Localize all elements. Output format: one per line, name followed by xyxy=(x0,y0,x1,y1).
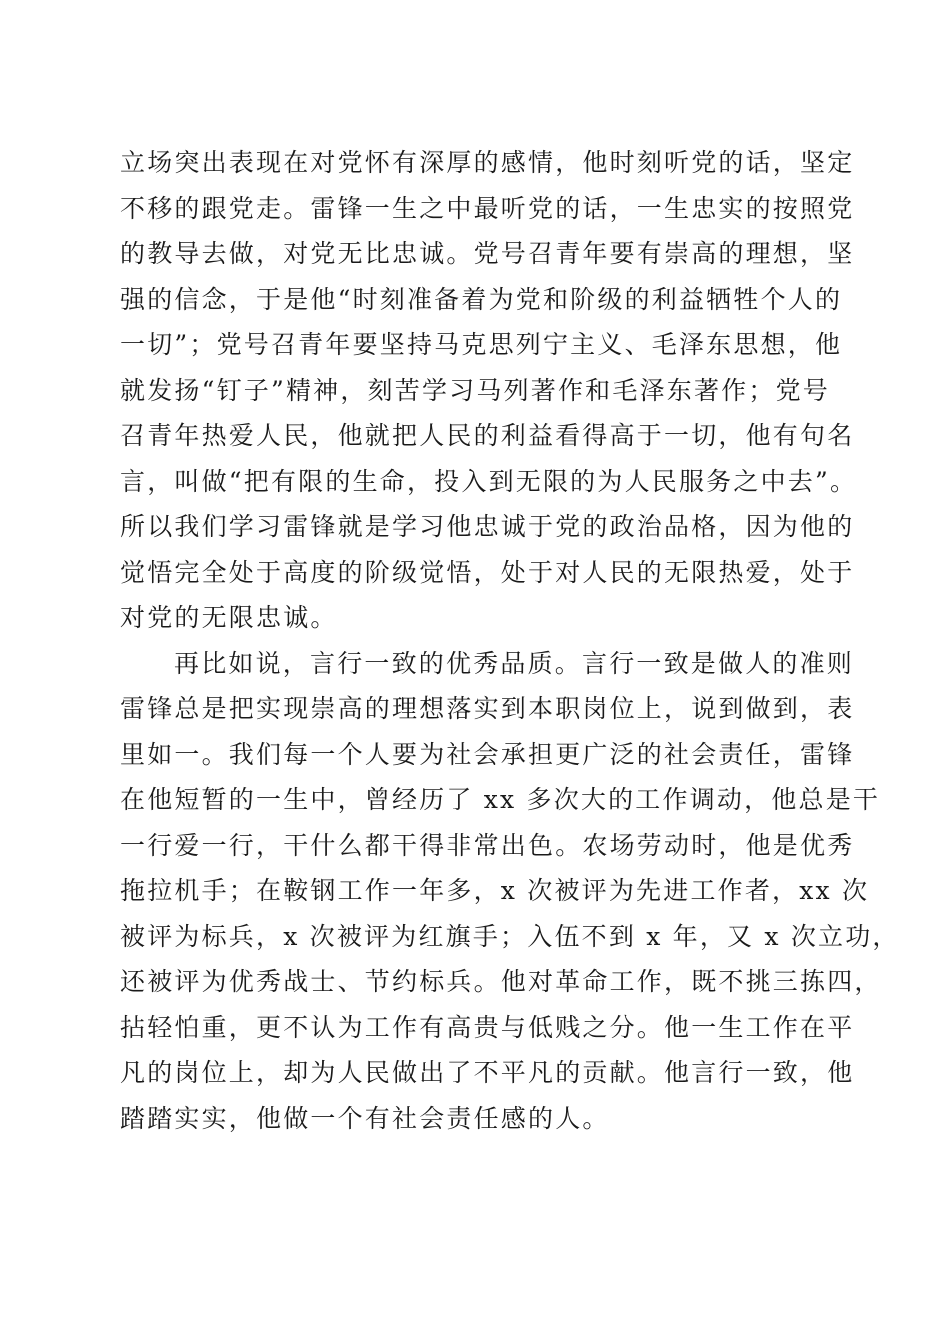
paragraph-line: 拈轻怕重，更不认为工作有高贵与低贱之分。他一生工作在平 xyxy=(120,1012,855,1042)
paragraph-line: 强的信念，于是他“时刻准备着为党和阶级的利益牺牲个人的 xyxy=(120,284,843,314)
paragraph-first-line: 再比如说，言行一致的优秀品质。言行一致是做人的准则 xyxy=(174,648,855,678)
paragraph-line: 凡的岗位上，却为人民做出了不平凡的贡献。他言行一致，他 xyxy=(120,1058,855,1087)
paragraph-line: 还被评为优秀战士、节约标兵。他对革命工作，既不挑三拣四， xyxy=(120,967,882,996)
paragraph-line: 觉悟完全处于高度的阶级觉悟，处于对人民的无限热爱，处于 xyxy=(120,557,855,587)
paragraph-line: 里如一。我们每一个人要为社会承担更广泛的社会责任，雷锋 xyxy=(120,739,855,769)
paragraph-line: 所以我们学习雷锋就是学习他忠诚于党的政治品格，因为他的 xyxy=(120,512,855,541)
paragraph-line: 对党的无限忠诚。 xyxy=(120,603,338,632)
paragraph-line: 立场突出表现在对党怀有深厚的感情，他时刻听党的话，坚定 xyxy=(120,148,855,177)
paragraph-line: 就发扬“钉子”精神，刻苦学习马列著作和毛泽东著作；党号 xyxy=(120,375,830,405)
paragraph-line: 一切”；党号召青年要坚持马克思列宁主义、毛泽东思想，他 xyxy=(120,330,843,359)
paragraph-line: 召青年热爱人民，他就把人民的利益看得高于一切，他有句名 xyxy=(120,421,855,450)
paragraph-line: 踏踏实实，他做一个有社会责任感的人。 xyxy=(120,1103,610,1133)
paragraph-line: 拖拉机手；在鞍钢工作一年多，x 次被评为先进工作者，xx 次 xyxy=(120,876,870,905)
paragraph-1 xyxy=(120,140,858,641)
paragraph-line: 雷锋总是把实现崇高的理想落实到本职岗位上，说到做到，表 xyxy=(120,694,855,723)
paragraph-line: 的教导去做，对党无比忠诚。党号召青年要有崇高的理想，坚 xyxy=(120,239,855,268)
paragraph-line: 在他短暂的一生中，曾经历了 xx 多次大的工作调动，他总是干 xyxy=(120,785,881,814)
document-body xyxy=(120,140,900,1141)
paragraph-line: 被评为标兵，x 次被评为红旗手；入伍不到 x 年，又 x 次立功， xyxy=(120,921,900,951)
paragraph-line: 言，叫做“把有限的生命，投入到无限的为人民服务之中去”。 xyxy=(120,466,858,496)
paragraph-2 xyxy=(120,641,900,1142)
paragraph-line: 不移的跟党走。雷锋一生之中最听党的话，一生忠实的按照党 xyxy=(120,193,855,223)
paragraph-line: 一行爱一行，干什么都干得非常出色。农场劳动时，他是优秀 xyxy=(120,830,855,860)
